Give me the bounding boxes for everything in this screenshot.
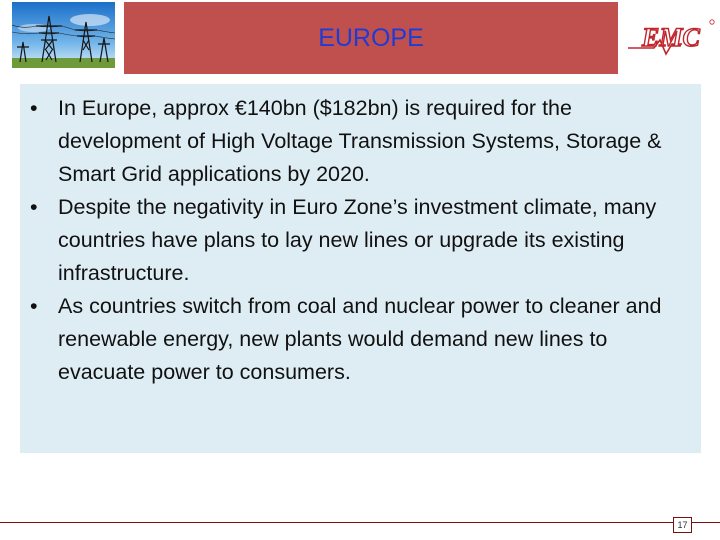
bullet-icon: • bbox=[30, 294, 38, 318]
bullet-icon: • bbox=[30, 195, 38, 219]
content-box bbox=[20, 84, 701, 453]
title-bar bbox=[124, 2, 618, 74]
page-title: EUROPE bbox=[318, 24, 424, 52]
bullet-item bbox=[20, 92, 701, 191]
bullet-item bbox=[20, 191, 701, 290]
bullet-text: As countries switch from coal and nuclear power to cleaner and renewable energy, new plants would demand new lines to evacuate power to consumers. bbox=[58, 294, 662, 384]
transmission-towers-photo bbox=[12, 2, 115, 68]
logo-text: EMC bbox=[642, 23, 700, 52]
bullet-text: In Europe, approx €140bn ($182bn) is required for the development of High Voltage Transmission Systems, Storage & Smart Grid applications by 2020. bbox=[58, 96, 662, 186]
bullet-list bbox=[20, 92, 701, 389]
bullet-icon: • bbox=[30, 96, 38, 120]
emc-logo bbox=[626, 14, 718, 58]
bullet-item bbox=[20, 290, 701, 389]
page-number: 17 bbox=[673, 517, 692, 533]
bullet-text: Despite the negativity in Euro Zone’s investment climate, many countries have plans to lay new lines or upgrade its existing infrastructure. bbox=[58, 195, 657, 285]
footer-divider bbox=[0, 522, 720, 523]
